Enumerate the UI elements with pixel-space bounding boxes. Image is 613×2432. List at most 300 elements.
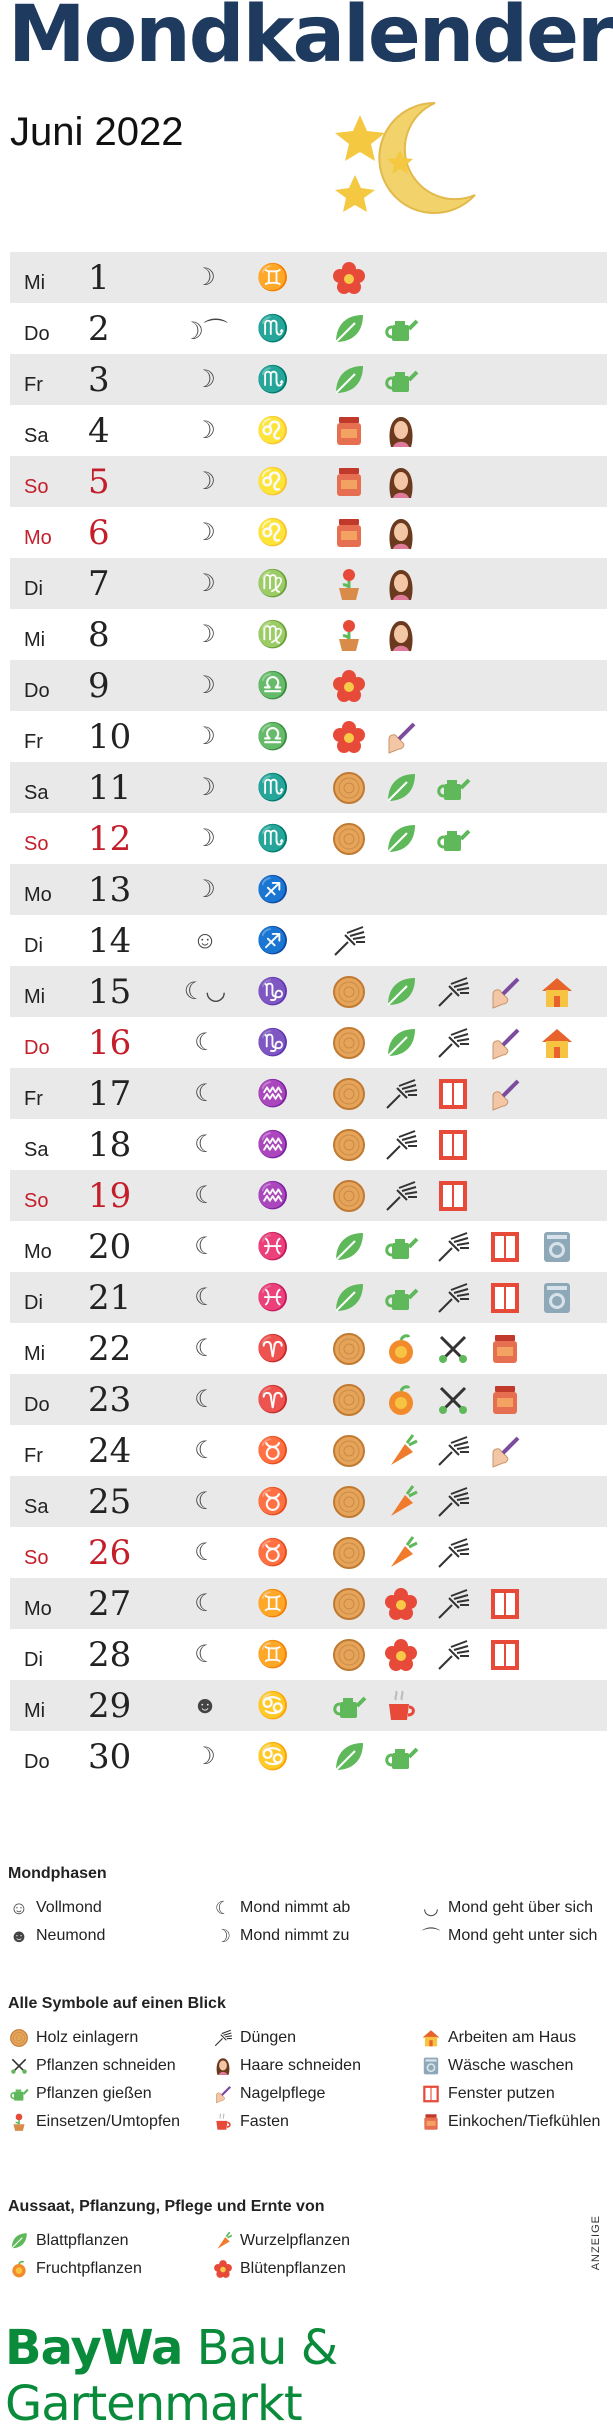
scissors-icon bbox=[434, 1330, 472, 1368]
wash-icon bbox=[538, 1228, 576, 1266]
calendar-row bbox=[10, 1578, 607, 1629]
pot-icon bbox=[330, 565, 368, 603]
can-icon bbox=[382, 361, 420, 399]
activity-symbols bbox=[330, 361, 420, 399]
weekday: Mi bbox=[24, 1343, 46, 1365]
jar-icon bbox=[330, 463, 368, 501]
leaf-icon bbox=[330, 1279, 368, 1317]
zodiac-icon: ♊ bbox=[256, 262, 290, 292]
moon-phase-icon: ☽ bbox=[194, 417, 216, 444]
activity-symbols bbox=[330, 1738, 420, 1776]
calendar-row bbox=[10, 1323, 607, 1374]
activity-symbols bbox=[330, 616, 420, 654]
weekday: Sa bbox=[24, 1496, 49, 1518]
zodiac-icon: ♋ bbox=[256, 1741, 290, 1771]
weekday: Mo bbox=[24, 527, 52, 549]
weekday: Mo bbox=[24, 884, 52, 906]
zodiac-icon: ♊ bbox=[256, 1639, 290, 1669]
calendar-row bbox=[10, 456, 607, 507]
day-number: 8 bbox=[88, 614, 110, 655]
page-title: Mondkalender bbox=[8, 0, 613, 80]
flower-icon bbox=[330, 667, 368, 705]
day-number: 15 bbox=[88, 971, 132, 1012]
legend-item bbox=[420, 2083, 555, 2105]
jar-icon bbox=[420, 2111, 442, 2133]
calendar-row bbox=[10, 1680, 607, 1731]
weekday: Do bbox=[24, 680, 50, 702]
nail-icon bbox=[486, 1075, 524, 1113]
day-number: 17 bbox=[88, 1073, 132, 1114]
wood-icon bbox=[330, 1177, 368, 1215]
calendar-row bbox=[10, 915, 607, 966]
can-icon bbox=[330, 1687, 368, 1725]
activity-symbols bbox=[330, 412, 420, 450]
day-number: 20 bbox=[88, 1226, 132, 1267]
moon-stars-illustration bbox=[325, 95, 485, 235]
flower-icon bbox=[330, 718, 368, 756]
fork-icon bbox=[434, 1432, 472, 1470]
leaf-icon bbox=[330, 361, 368, 399]
fruit-icon bbox=[382, 1330, 420, 1368]
day-number: 13 bbox=[88, 869, 132, 910]
leaf-icon bbox=[330, 1738, 368, 1776]
weekday: Fr bbox=[24, 1088, 43, 1110]
zodiac-icon: ♏ bbox=[256, 313, 290, 343]
jar-icon bbox=[486, 1381, 524, 1419]
legend-label: Pflanzen schneiden bbox=[36, 2057, 176, 2074]
legend-item bbox=[212, 2083, 325, 2105]
legend-label: Düngen bbox=[240, 2029, 297, 2046]
weekday: Di bbox=[24, 1649, 43, 1671]
activity-symbols bbox=[330, 565, 420, 603]
legend-item bbox=[212, 2258, 346, 2280]
wood-icon bbox=[8, 2027, 30, 2049]
nail-icon bbox=[382, 718, 420, 756]
moon-phase-icon: ☽ bbox=[194, 468, 216, 495]
fruit-icon bbox=[8, 2258, 30, 2280]
moon-phase-icon: ☽ bbox=[194, 825, 216, 852]
flower-icon bbox=[330, 259, 368, 297]
leaf-icon bbox=[382, 973, 420, 1011]
legend-item bbox=[420, 1925, 597, 1947]
zodiac-icon: ♑ bbox=[256, 1027, 290, 1057]
legend-label: Mond nimmt zu bbox=[240, 1927, 350, 1944]
legend-label: Blütenpflanzen bbox=[240, 2260, 346, 2277]
day-number: 2 bbox=[88, 308, 110, 349]
window-icon bbox=[486, 1585, 524, 1623]
wood-icon bbox=[330, 973, 368, 1011]
day-number: 4 bbox=[88, 410, 110, 451]
calendar-row bbox=[10, 1272, 607, 1323]
hair-icon bbox=[382, 616, 420, 654]
activity-symbols bbox=[330, 1330, 524, 1368]
legend-item bbox=[8, 2083, 152, 2105]
legend-label: Wäsche waschen bbox=[448, 2057, 574, 2074]
jar-icon bbox=[486, 1330, 524, 1368]
hair-icon bbox=[382, 463, 420, 501]
new-moon-icon: ☻ bbox=[9, 1925, 29, 1946]
weekday: Fr bbox=[24, 731, 43, 753]
moon-phase-icon: ☽ bbox=[194, 621, 216, 648]
legend-item bbox=[420, 2111, 600, 2133]
zodiac-icon: ♓ bbox=[256, 1231, 290, 1261]
activity-symbols bbox=[330, 1585, 524, 1623]
window-icon bbox=[486, 1636, 524, 1674]
day-number: 24 bbox=[88, 1430, 132, 1471]
day-number: 1 bbox=[88, 257, 110, 298]
window-icon bbox=[434, 1075, 472, 1113]
weekday: Do bbox=[24, 1394, 50, 1416]
ad-label: ANZEIGE bbox=[590, 2215, 602, 2271]
calendar-table bbox=[10, 252, 607, 1782]
moon-phase-icon: ☾ bbox=[194, 1284, 216, 1311]
calendar-row bbox=[10, 864, 607, 915]
legend-label: Fasten bbox=[240, 2113, 289, 2130]
calendar-row bbox=[10, 405, 607, 456]
fork-icon bbox=[382, 1126, 420, 1164]
weekday: Sa bbox=[24, 782, 49, 804]
can-icon bbox=[382, 1738, 420, 1776]
zodiac-icon: ♑ bbox=[256, 976, 290, 1006]
weekday: Mo bbox=[24, 1241, 52, 1263]
calendar-row bbox=[10, 558, 607, 609]
legend-item bbox=[8, 1897, 102, 1919]
fork-icon bbox=[434, 1534, 472, 1572]
activity-symbols bbox=[330, 1075, 524, 1113]
activity-symbols bbox=[330, 1381, 524, 1419]
zodiac-icon: ♍ bbox=[256, 568, 290, 598]
legend-item bbox=[8, 2230, 129, 2252]
jar-icon bbox=[330, 412, 368, 450]
zodiac-icon: ♎ bbox=[256, 721, 290, 751]
can-icon bbox=[382, 1228, 420, 1266]
moon-phase-icon: ☾ bbox=[194, 1029, 216, 1056]
weekday: Di bbox=[24, 1292, 43, 1314]
day-number: 22 bbox=[88, 1328, 132, 1369]
fork-icon bbox=[434, 973, 472, 1011]
legend-label: Wurzelpflanzen bbox=[240, 2232, 350, 2249]
zodiac-icon: ♐ bbox=[256, 925, 290, 955]
weekday: Mi bbox=[24, 629, 46, 651]
house-icon bbox=[538, 1024, 576, 1062]
legend-label: Mond geht unter sich bbox=[448, 1927, 598, 1944]
calendar-row bbox=[10, 303, 607, 354]
tea-icon bbox=[212, 2111, 234, 2133]
fork-icon bbox=[434, 1024, 472, 1062]
day-number: 11 bbox=[88, 767, 132, 808]
activity-symbols bbox=[330, 769, 472, 807]
moon-phase-icon: ☽ bbox=[194, 1743, 216, 1770]
legend-label: Holz einlagern bbox=[36, 2029, 139, 2046]
flower-icon bbox=[382, 1585, 420, 1623]
activity-symbols bbox=[330, 973, 576, 1011]
legend-item bbox=[212, 1925, 349, 1947]
zodiac-icon: ♉ bbox=[256, 1537, 290, 1567]
ascending-moon-icon: ◡ bbox=[423, 1897, 439, 1918]
nail-icon bbox=[486, 973, 524, 1011]
pot-icon bbox=[330, 616, 368, 654]
fork-icon bbox=[434, 1636, 472, 1674]
legend-label: Haare schneiden bbox=[240, 2057, 361, 2074]
wash-icon bbox=[420, 2055, 442, 2077]
legend-item bbox=[8, 2055, 176, 2077]
tea-icon bbox=[382, 1687, 420, 1725]
legend-item bbox=[420, 2027, 576, 2049]
activity-symbols bbox=[330, 718, 420, 756]
calendar-row bbox=[10, 1068, 607, 1119]
calendar-row bbox=[10, 1119, 607, 1170]
day-number: 16 bbox=[88, 1022, 132, 1063]
zodiac-icon: ♐ bbox=[256, 874, 290, 904]
activity-symbols bbox=[330, 463, 420, 501]
weekday: Fr bbox=[24, 1445, 43, 1467]
hair-icon bbox=[382, 514, 420, 552]
calendar-row bbox=[10, 609, 607, 660]
calendar-row bbox=[10, 711, 607, 762]
calendar-row bbox=[10, 966, 607, 1017]
legend-item bbox=[8, 2111, 180, 2133]
wash-icon bbox=[538, 1279, 576, 1317]
scissors-icon bbox=[8, 2055, 30, 2077]
zodiac-icon: ♌ bbox=[256, 415, 290, 445]
zodiac-icon: ♒ bbox=[256, 1129, 290, 1159]
activity-symbols bbox=[330, 1432, 524, 1470]
day-number: 29 bbox=[88, 1685, 132, 1726]
calendar-row bbox=[10, 762, 607, 813]
jar-icon bbox=[330, 514, 368, 552]
activity-symbols bbox=[330, 1534, 472, 1572]
day-number: 7 bbox=[88, 563, 110, 604]
zodiac-icon: ♌ bbox=[256, 517, 290, 547]
nail-icon bbox=[486, 1432, 524, 1470]
pot-icon bbox=[8, 2111, 30, 2133]
day-number: 25 bbox=[88, 1481, 132, 1522]
activity-symbols bbox=[330, 1126, 472, 1164]
legend-label: Einsetzen/Umtopfen bbox=[36, 2113, 181, 2130]
wood-icon bbox=[330, 1330, 368, 1368]
hair-icon bbox=[382, 565, 420, 603]
can-icon bbox=[8, 2083, 30, 2105]
moon-phase-icon: ☾ bbox=[194, 1590, 216, 1617]
wood-icon bbox=[330, 1636, 368, 1674]
can-icon bbox=[382, 310, 420, 348]
weekday: Do bbox=[24, 323, 50, 345]
moon-phase-icon: ☽ bbox=[194, 264, 216, 291]
day-number: 5 bbox=[88, 461, 110, 502]
legend-item bbox=[212, 2055, 361, 2077]
leaf-icon bbox=[330, 1228, 368, 1266]
day-number: 28 bbox=[88, 1634, 132, 1675]
moon-phase-icon: ☾ bbox=[194, 1131, 216, 1158]
waning-moon-icon: ☾ bbox=[214, 1897, 232, 1918]
zodiac-icon: ♋ bbox=[256, 1690, 290, 1720]
calendar-row bbox=[10, 1629, 607, 1680]
calendar-row bbox=[10, 813, 607, 864]
fork-icon bbox=[434, 1228, 472, 1266]
root-icon bbox=[382, 1483, 420, 1521]
flower-icon bbox=[212, 2258, 234, 2280]
day-number: 3 bbox=[88, 359, 110, 400]
moon-phase-icon: ☾ bbox=[194, 1233, 216, 1260]
house-icon bbox=[420, 2027, 442, 2049]
legend-label: Vollmond bbox=[36, 1899, 102, 1916]
legend-item bbox=[212, 2111, 289, 2133]
leaf-icon bbox=[382, 1024, 420, 1062]
moon-phase-icon: ☺ bbox=[192, 926, 218, 954]
legend-label: Nagelpflege bbox=[240, 2085, 326, 2102]
zodiac-icon: ♈ bbox=[256, 1384, 290, 1414]
activity-symbols bbox=[330, 667, 368, 705]
moon-phase-icon: ☽⌒ bbox=[182, 318, 228, 345]
moon-phase-icon: ☾ bbox=[194, 1641, 216, 1668]
brand-logo bbox=[5, 2320, 613, 2432]
wood-icon bbox=[330, 1483, 368, 1521]
legend-item bbox=[212, 2230, 350, 2252]
day-number: 6 bbox=[88, 512, 110, 553]
day-number: 26 bbox=[88, 1532, 132, 1573]
legend-item bbox=[212, 1897, 350, 1919]
day-number: 30 bbox=[88, 1736, 132, 1777]
nail-icon bbox=[486, 1024, 524, 1062]
wood-icon bbox=[330, 1534, 368, 1572]
leaf-icon bbox=[330, 310, 368, 348]
root-icon bbox=[382, 1432, 420, 1470]
moon-phase-icon: ☽ bbox=[194, 723, 216, 750]
wood-icon bbox=[330, 820, 368, 858]
weekday: Mo bbox=[24, 1598, 52, 1620]
legend-label: Pflanzen gießen bbox=[36, 2085, 152, 2102]
moon-phase-icon: ☾ bbox=[194, 1488, 216, 1515]
day-number: 10 bbox=[88, 716, 132, 757]
moon-phase-icon: ☾ bbox=[194, 1182, 216, 1209]
day-number: 19 bbox=[88, 1175, 132, 1216]
zodiac-icon: ♏ bbox=[256, 823, 290, 853]
window-icon bbox=[486, 1279, 524, 1317]
zodiac-icon: ♉ bbox=[256, 1435, 290, 1465]
zodiac-icon: ♊ bbox=[256, 1588, 290, 1618]
wood-icon bbox=[330, 1024, 368, 1062]
moon-phase-icon: ☽ bbox=[194, 672, 216, 699]
zodiac-icon: ♌ bbox=[256, 466, 290, 496]
weekday: Di bbox=[24, 578, 43, 600]
root-icon bbox=[212, 2230, 234, 2252]
day-number: 23 bbox=[88, 1379, 132, 1420]
weekday: So bbox=[24, 833, 49, 855]
window-icon bbox=[420, 2083, 442, 2105]
calendar-row bbox=[10, 507, 607, 558]
fork-icon bbox=[434, 1585, 472, 1623]
zodiac-icon: ♈ bbox=[256, 1333, 290, 1363]
zodiac-icon: ♎ bbox=[256, 670, 290, 700]
moon-phase-icon: ☾ bbox=[194, 1539, 216, 1566]
moon-phase-icon: ☻ bbox=[192, 1691, 218, 1719]
legend-item bbox=[8, 2258, 142, 2280]
legend-label: Fruchtpflanzen bbox=[36, 2260, 142, 2277]
legend-label: Blattpflanzen bbox=[36, 2232, 129, 2249]
hair-icon bbox=[212, 2055, 234, 2077]
day-number: 27 bbox=[88, 1583, 132, 1624]
weekday: Sa bbox=[24, 425, 49, 447]
moon-phase-icon: ☾ bbox=[194, 1335, 216, 1362]
activity-symbols bbox=[330, 922, 368, 960]
brand-name: BayWa bbox=[5, 2320, 183, 2376]
activity-symbols bbox=[330, 820, 472, 858]
activity-symbols bbox=[330, 1228, 576, 1266]
activity-symbols bbox=[330, 1483, 472, 1521]
calendar-row bbox=[10, 1425, 607, 1476]
weekday: Mi bbox=[24, 272, 46, 294]
activity-symbols bbox=[330, 1024, 576, 1062]
legend-item bbox=[420, 2055, 573, 2077]
calendar-row bbox=[10, 660, 607, 711]
activity-symbols bbox=[330, 1687, 420, 1725]
brand-subtitle: Bau & Gartenmarkt bbox=[5, 2320, 338, 2432]
moon-phase-icon: ☾ bbox=[194, 1437, 216, 1464]
calendar-row bbox=[10, 1527, 607, 1578]
moon-phase-icon: ☾ bbox=[194, 1386, 216, 1413]
calendar-row bbox=[10, 1170, 607, 1221]
activity-symbols bbox=[330, 1279, 576, 1317]
full-moon-icon: ☺ bbox=[9, 1897, 29, 1918]
wood-icon bbox=[330, 1126, 368, 1164]
activity-symbols bbox=[330, 310, 420, 348]
zodiac-icon: ♉ bbox=[256, 1486, 290, 1516]
window-icon bbox=[434, 1177, 472, 1215]
can-icon bbox=[434, 820, 472, 858]
window-icon bbox=[434, 1126, 472, 1164]
can-icon bbox=[434, 769, 472, 807]
wood-icon bbox=[330, 1585, 368, 1623]
month-label: Juni 2022 bbox=[10, 110, 184, 154]
legend-item bbox=[420, 1897, 593, 1919]
weekday: So bbox=[24, 1190, 49, 1212]
wood-icon bbox=[330, 1381, 368, 1419]
wood-icon bbox=[330, 1075, 368, 1113]
leaf-icon bbox=[382, 820, 420, 858]
weekday: Do bbox=[24, 1037, 50, 1059]
flower-icon bbox=[382, 1636, 420, 1674]
calendar-row bbox=[10, 354, 607, 405]
fork-icon bbox=[382, 1075, 420, 1113]
wood-icon bbox=[330, 1432, 368, 1470]
weekday: So bbox=[24, 1547, 49, 1569]
legend-item bbox=[8, 1925, 105, 1947]
fork-icon bbox=[434, 1483, 472, 1521]
plants-title: Aussaat, Pflanzung, Pflege und Ernte von bbox=[8, 2198, 325, 2215]
scissors-icon bbox=[434, 1381, 472, 1419]
weekday: Mi bbox=[24, 986, 46, 1008]
calendar-row bbox=[10, 1017, 607, 1068]
descending-moon-icon: ⌒ bbox=[422, 1927, 440, 1947]
hair-icon bbox=[382, 412, 420, 450]
root-icon bbox=[382, 1534, 420, 1572]
phases-title: Mondphasen bbox=[8, 1865, 107, 1882]
waxing-moon-icon: ☽ bbox=[214, 1925, 232, 1946]
wood-icon bbox=[330, 769, 368, 807]
calendar-row bbox=[10, 1476, 607, 1527]
fork-icon bbox=[212, 2027, 234, 2049]
legend-label: Arbeiten am Haus bbox=[448, 2029, 577, 2046]
calendar-row bbox=[10, 1374, 607, 1425]
weekday: Di bbox=[24, 935, 43, 957]
house-icon bbox=[538, 973, 576, 1011]
fork-icon bbox=[382, 1177, 420, 1215]
leaf-icon bbox=[382, 769, 420, 807]
zodiac-icon: ♒ bbox=[256, 1180, 290, 1210]
day-number: 18 bbox=[88, 1124, 132, 1165]
legend-item bbox=[212, 2027, 296, 2049]
legend-label: Mond nimmt ab bbox=[240, 1899, 351, 1916]
